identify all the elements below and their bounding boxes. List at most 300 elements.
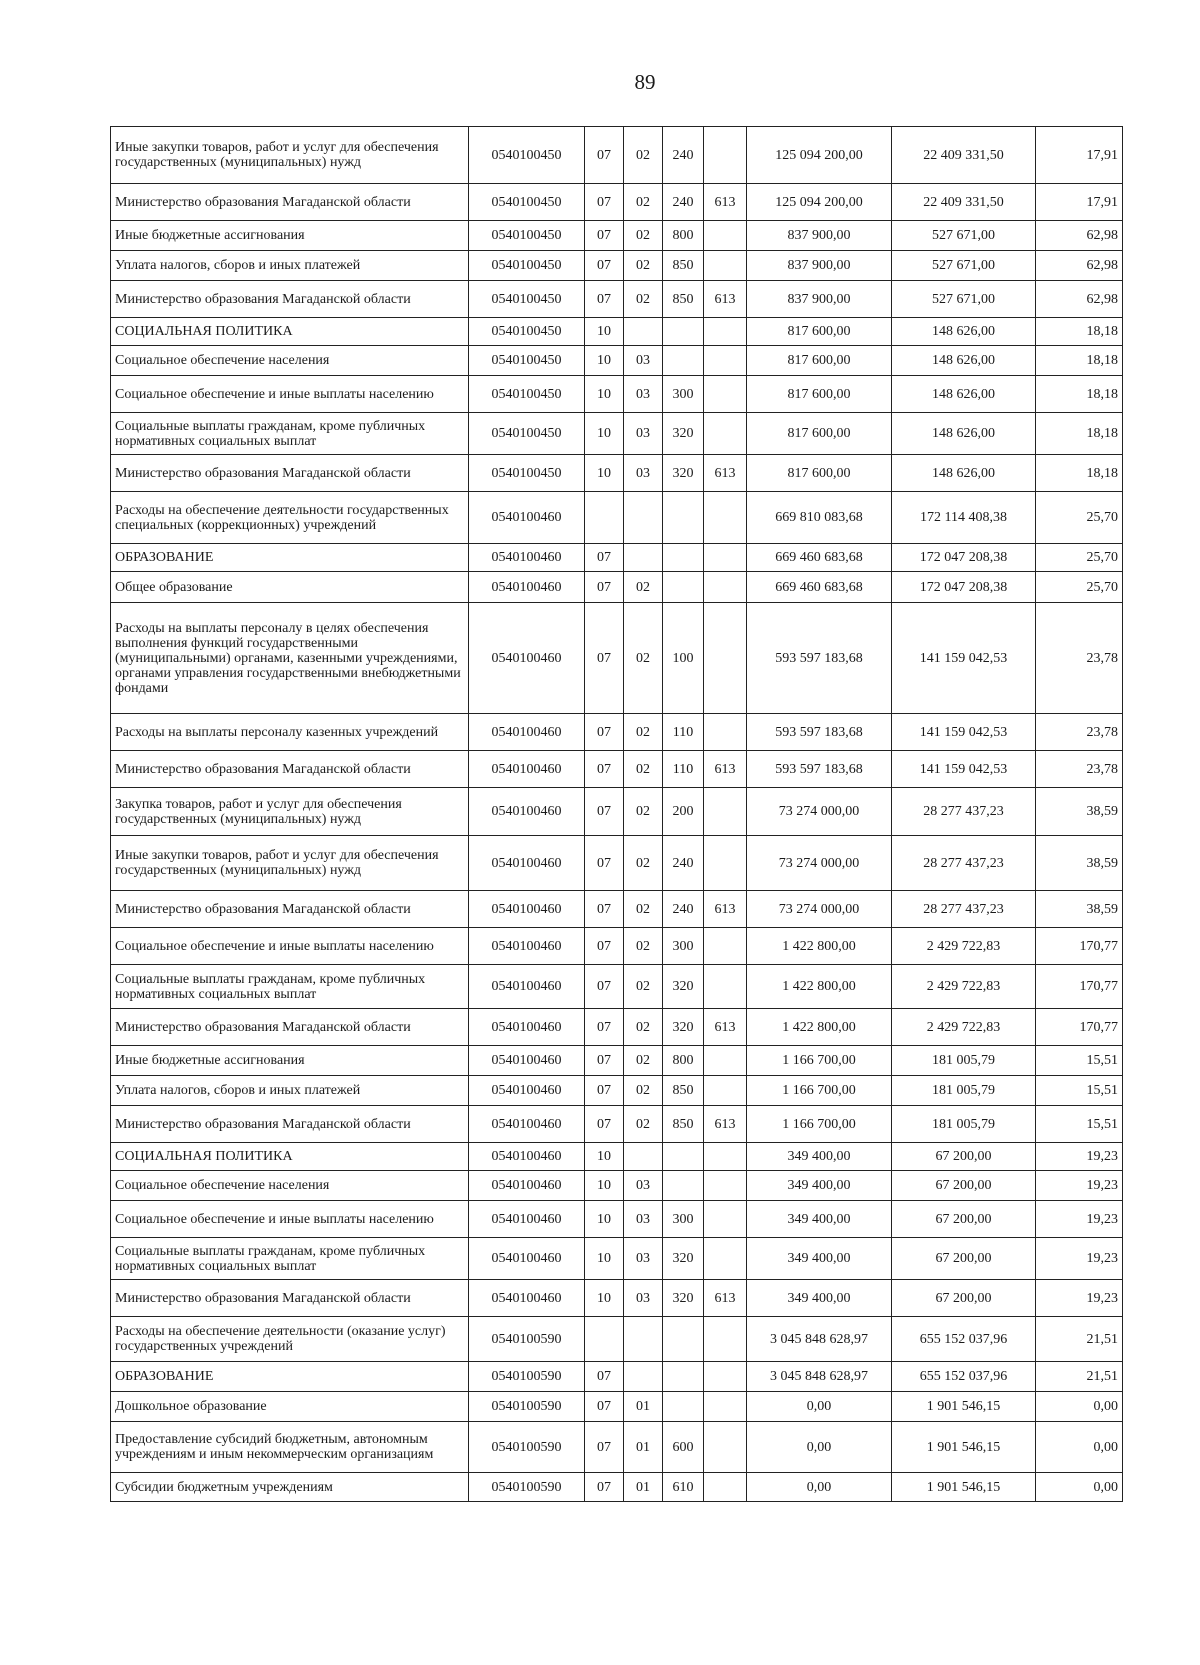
cell-expense-type: 320 — [663, 965, 704, 1009]
cell-section: 07 — [585, 714, 624, 751]
cell-execution-percent: 170,77 — [1036, 928, 1123, 965]
cell-planned-amount: 73 274 000,00 — [747, 788, 892, 836]
cell-section: 10 — [585, 376, 624, 413]
cell-subsection: 03 — [624, 346, 663, 376]
page-number: 89 — [634, 70, 656, 94]
cell-section: 07 — [585, 572, 624, 603]
cell-target-code: 0540100460 — [469, 492, 585, 544]
cell-section: 07 — [585, 1362, 624, 1392]
cell-expense-type: 240 — [663, 184, 704, 221]
table-row — [111, 544, 1123, 572]
cell-planned-amount: 1 166 700,00 — [747, 1106, 892, 1143]
cell-name: Субсидии бюджетным учреждениям — [111, 1473, 469, 1502]
cell-target-code: 0540100450 — [469, 251, 585, 281]
cell-name: Министерство образования Магаданской области — [111, 751, 469, 788]
cell-name: Иные закупки товаров, работ и услуг для обеспечения государственных (муниципальных) нужд — [111, 836, 469, 891]
cell-subsection: 02 — [624, 127, 663, 184]
cell-section: 10 — [585, 346, 624, 376]
cell-expense-type — [663, 492, 704, 544]
cell-executed-amount: 28 277 437,23 — [892, 788, 1036, 836]
cell-section: 10 — [585, 1280, 624, 1317]
cell-section: 07 — [585, 751, 624, 788]
cell-manager-code — [704, 1171, 747, 1201]
cell-execution-percent: 18,18 — [1036, 376, 1123, 413]
cell-manager-code — [704, 318, 747, 346]
cell-name: Министерство образования Магаданской области — [111, 1280, 469, 1317]
cell-planned-amount: 817 600,00 — [747, 455, 892, 492]
cell-execution-percent: 21,51 — [1036, 1317, 1123, 1362]
cell-planned-amount: 1 422 800,00 — [747, 1009, 892, 1046]
cell-subsection: 03 — [624, 1171, 663, 1201]
cell-subsection: 02 — [624, 572, 663, 603]
cell-execution-percent: 21,51 — [1036, 1362, 1123, 1392]
cell-executed-amount: 141 159 042,53 — [892, 714, 1036, 751]
table-row — [111, 965, 1123, 1009]
cell-expense-type — [663, 1171, 704, 1201]
cell-section: 07 — [585, 127, 624, 184]
cell-subsection: 02 — [624, 1046, 663, 1076]
cell-expense-type: 240 — [663, 836, 704, 891]
cell-expense-type: 850 — [663, 1106, 704, 1143]
cell-manager-code: 613 — [704, 751, 747, 788]
cell-subsection: 03 — [624, 1280, 663, 1317]
cell-section: 07 — [585, 891, 624, 928]
cell-section: 07 — [585, 1046, 624, 1076]
cell-execution-percent: 25,70 — [1036, 544, 1123, 572]
cell-name: Расходы на обеспечение деятельности государственных специальных (коррекционных) учреждений — [111, 492, 469, 544]
cell-execution-percent: 19,23 — [1036, 1201, 1123, 1238]
table-row — [111, 751, 1123, 788]
table-row — [111, 281, 1123, 318]
cell-executed-amount: 2 429 722,83 — [892, 965, 1036, 1009]
cell-executed-amount: 181 005,79 — [892, 1076, 1036, 1106]
cell-target-code: 0540100450 — [469, 221, 585, 251]
cell-section — [585, 1317, 624, 1362]
cell-executed-amount: 67 200,00 — [892, 1238, 1036, 1280]
cell-expense-type: 610 — [663, 1473, 704, 1502]
cell-expense-type: 800 — [663, 1046, 704, 1076]
cell-subsection: 02 — [624, 891, 663, 928]
table-row — [111, 1473, 1123, 1502]
cell-planned-amount: 817 600,00 — [747, 346, 892, 376]
cell-target-code: 0540100460 — [469, 1009, 585, 1046]
cell-execution-percent: 170,77 — [1036, 965, 1123, 1009]
cell-planned-amount: 73 274 000,00 — [747, 836, 892, 891]
cell-expense-type: 600 — [663, 1422, 704, 1473]
table-row — [111, 221, 1123, 251]
cell-subsection: 03 — [624, 1238, 663, 1280]
cell-name: Министерство образования Магаданской области — [111, 891, 469, 928]
cell-name: Социальное обеспечение и иные выплаты населению — [111, 928, 469, 965]
cell-target-code: 0540100460 — [469, 572, 585, 603]
cell-section: 07 — [585, 1422, 624, 1473]
cell-planned-amount: 349 400,00 — [747, 1280, 892, 1317]
table-row — [111, 127, 1123, 184]
cell-execution-percent: 0,00 — [1036, 1473, 1123, 1502]
cell-planned-amount: 3 045 848 628,97 — [747, 1362, 892, 1392]
cell-name: Закупка товаров, работ и услуг для обеспечения государственных (муниципальных) нужд — [111, 788, 469, 836]
cell-executed-amount: 148 626,00 — [892, 376, 1036, 413]
cell-expense-type — [663, 346, 704, 376]
cell-expense-type: 200 — [663, 788, 704, 836]
cell-planned-amount: 0,00 — [747, 1392, 892, 1422]
cell-executed-amount: 1 901 546,15 — [892, 1392, 1036, 1422]
cell-manager-code: 613 — [704, 1009, 747, 1046]
table-row — [111, 376, 1123, 413]
table-row — [111, 318, 1123, 346]
cell-execution-percent: 17,91 — [1036, 184, 1123, 221]
cell-planned-amount: 0,00 — [747, 1473, 892, 1502]
cell-planned-amount: 669 460 683,68 — [747, 544, 892, 572]
cell-section: 07 — [585, 603, 624, 714]
cell-planned-amount: 669 810 083,68 — [747, 492, 892, 544]
cell-expense-type — [663, 318, 704, 346]
cell-executed-amount: 172 114 408,38 — [892, 492, 1036, 544]
cell-execution-percent: 25,70 — [1036, 572, 1123, 603]
cell-manager-code — [704, 603, 747, 714]
cell-name: Иные закупки товаров, работ и услуг для обеспечения государственных (муниципальных) нужд — [111, 127, 469, 184]
cell-subsection: 03 — [624, 1201, 663, 1238]
cell-subsection: 02 — [624, 788, 663, 836]
cell-executed-amount: 2 429 722,83 — [892, 928, 1036, 965]
cell-manager-code — [704, 1076, 747, 1106]
cell-subsection: 02 — [624, 184, 663, 221]
cell-name: Министерство образования Магаданской области — [111, 1106, 469, 1143]
cell-execution-percent: 23,78 — [1036, 751, 1123, 788]
cell-section: 07 — [585, 1009, 624, 1046]
cell-section: 10 — [585, 1171, 624, 1201]
table-row — [111, 1143, 1123, 1171]
cell-name: Министерство образования Магаданской области — [111, 455, 469, 492]
cell-expense-type: 320 — [663, 1009, 704, 1046]
cell-manager-code — [704, 928, 747, 965]
cell-target-code: 0540100450 — [469, 346, 585, 376]
cell-section: 07 — [585, 928, 624, 965]
cell-subsection: 02 — [624, 251, 663, 281]
cell-target-code: 0540100450 — [469, 281, 585, 318]
cell-section: 07 — [585, 1076, 624, 1106]
cell-manager-code — [704, 251, 747, 281]
cell-expense-type: 850 — [663, 251, 704, 281]
cell-executed-amount: 2 429 722,83 — [892, 1009, 1036, 1046]
cell-subsection: 02 — [624, 221, 663, 251]
cell-expense-type: 110 — [663, 751, 704, 788]
cell-executed-amount: 148 626,00 — [892, 318, 1036, 346]
cell-subsection: 02 — [624, 603, 663, 714]
cell-executed-amount: 148 626,00 — [892, 413, 1036, 455]
cell-target-code: 0540100460 — [469, 1106, 585, 1143]
cell-subsection: 03 — [624, 455, 663, 492]
cell-execution-percent: 18,18 — [1036, 413, 1123, 455]
cell-subsection: 02 — [624, 928, 663, 965]
table-row — [111, 1106, 1123, 1143]
cell-manager-code — [704, 572, 747, 603]
cell-manager-code — [704, 965, 747, 1009]
cell-target-code: 0540100460 — [469, 603, 585, 714]
table-row — [111, 1046, 1123, 1076]
table-row — [111, 572, 1123, 603]
table-row — [111, 492, 1123, 544]
cell-target-code: 0540100460 — [469, 1201, 585, 1238]
cell-name: Расходы на выплаты персоналу казенных учреждений — [111, 714, 469, 751]
cell-subsection — [624, 318, 663, 346]
table-row — [111, 455, 1123, 492]
table-body — [111, 127, 1123, 1502]
cell-manager-code: 613 — [704, 455, 747, 492]
cell-planned-amount: 669 460 683,68 — [747, 572, 892, 603]
cell-manager-code — [704, 836, 747, 891]
cell-section: 07 — [585, 281, 624, 318]
cell-expense-type: 320 — [663, 413, 704, 455]
cell-execution-percent: 23,78 — [1036, 714, 1123, 751]
cell-execution-percent: 19,23 — [1036, 1143, 1123, 1171]
cell-executed-amount: 141 159 042,53 — [892, 603, 1036, 714]
cell-executed-amount: 172 047 208,38 — [892, 572, 1036, 603]
table-row — [111, 413, 1123, 455]
cell-name: Общее образование — [111, 572, 469, 603]
cell-manager-code: 613 — [704, 1280, 747, 1317]
cell-subsection — [624, 492, 663, 544]
cell-section: 07 — [585, 184, 624, 221]
cell-subsection — [624, 544, 663, 572]
cell-expense-type: 850 — [663, 1076, 704, 1106]
cell-execution-percent: 0,00 — [1036, 1422, 1123, 1473]
cell-expense-type — [663, 544, 704, 572]
cell-manager-code: 613 — [704, 184, 747, 221]
cell-expense-type: 320 — [663, 455, 704, 492]
cell-target-code: 0540100460 — [469, 1171, 585, 1201]
cell-target-code: 0540100590 — [469, 1422, 585, 1473]
cell-executed-amount: 22 409 331,50 — [892, 127, 1036, 184]
cell-target-code: 0540100590 — [469, 1362, 585, 1392]
cell-section: 07 — [585, 1473, 624, 1502]
cell-target-code: 0540100460 — [469, 891, 585, 928]
cell-execution-percent: 0,00 — [1036, 1392, 1123, 1422]
cell-section: 10 — [585, 318, 624, 346]
cell-manager-code: 613 — [704, 1106, 747, 1143]
cell-name: Расходы на обеспечение деятельности (оказание услуг) государственных учреждений — [111, 1317, 469, 1362]
cell-planned-amount: 1 166 700,00 — [747, 1076, 892, 1106]
cell-name: Расходы на выплаты персоналу в целях обеспечения выполнения функций государственными (муниципальными) органами, казенными учреждениями, органами управления государственными внебюджетными фондами — [111, 603, 469, 714]
cell-executed-amount: 181 005,79 — [892, 1046, 1036, 1076]
cell-expense-type: 300 — [663, 928, 704, 965]
cell-name: Социальное обеспечение населения — [111, 1171, 469, 1201]
cell-manager-code — [704, 544, 747, 572]
cell-target-code: 0540100590 — [469, 1317, 585, 1362]
table-row — [111, 184, 1123, 221]
cell-execution-percent: 19,23 — [1036, 1238, 1123, 1280]
cell-executed-amount: 172 047 208,38 — [892, 544, 1036, 572]
cell-target-code: 0540100460 — [469, 965, 585, 1009]
cell-section: 07 — [585, 965, 624, 1009]
cell-manager-code: 613 — [704, 891, 747, 928]
cell-section: 07 — [585, 221, 624, 251]
table-row — [111, 891, 1123, 928]
cell-execution-percent: 15,51 — [1036, 1106, 1123, 1143]
cell-manager-code — [704, 1143, 747, 1171]
cell-subsection — [624, 1143, 663, 1171]
cell-planned-amount: 817 600,00 — [747, 376, 892, 413]
cell-subsection: 02 — [624, 1009, 663, 1046]
cell-execution-percent: 18,18 — [1036, 455, 1123, 492]
table-row — [111, 1171, 1123, 1201]
cell-executed-amount: 181 005,79 — [892, 1106, 1036, 1143]
cell-name: Уплата налогов, сборов и иных платежей — [111, 1076, 469, 1106]
table-row — [111, 1238, 1123, 1280]
cell-executed-amount: 141 159 042,53 — [892, 751, 1036, 788]
cell-executed-amount: 1 901 546,15 — [892, 1422, 1036, 1473]
cell-manager-code — [704, 788, 747, 836]
cell-target-code: 0540100450 — [469, 376, 585, 413]
cell-execution-percent: 19,23 — [1036, 1171, 1123, 1201]
cell-subsection — [624, 1317, 663, 1362]
cell-subsection: 02 — [624, 751, 663, 788]
cell-manager-code — [704, 1422, 747, 1473]
table-row — [111, 346, 1123, 376]
cell-section: 07 — [585, 1392, 624, 1422]
cell-expense-type — [663, 572, 704, 603]
cell-name: Министерство образования Магаданской области — [111, 281, 469, 318]
cell-subsection — [624, 1362, 663, 1392]
cell-manager-code — [704, 1473, 747, 1502]
cell-target-code: 0540100460 — [469, 1046, 585, 1076]
cell-section: 07 — [585, 251, 624, 281]
cell-subsection: 03 — [624, 413, 663, 455]
cell-manager-code: 613 — [704, 281, 747, 318]
cell-executed-amount: 148 626,00 — [892, 346, 1036, 376]
table-row — [111, 1362, 1123, 1392]
cell-target-code: 0540100450 — [469, 184, 585, 221]
table-row — [111, 1317, 1123, 1362]
cell-name: Иные бюджетные ассигнования — [111, 1046, 469, 1076]
cell-target-code: 0540100450 — [469, 455, 585, 492]
cell-section: 10 — [585, 1238, 624, 1280]
cell-planned-amount: 593 597 183,68 — [747, 714, 892, 751]
cell-section: 07 — [585, 788, 624, 836]
cell-execution-percent: 23,78 — [1036, 603, 1123, 714]
cell-section: 10 — [585, 1201, 624, 1238]
table-row — [111, 251, 1123, 281]
cell-execution-percent: 170,77 — [1036, 1009, 1123, 1046]
cell-planned-amount: 837 900,00 — [747, 221, 892, 251]
cell-name: Социальные выплаты гражданам, кроме публичных нормативных социальных выплат — [111, 965, 469, 1009]
cell-execution-percent: 15,51 — [1036, 1076, 1123, 1106]
cell-planned-amount: 1 422 800,00 — [747, 965, 892, 1009]
cell-manager-code — [704, 1201, 747, 1238]
cell-planned-amount: 1 422 800,00 — [747, 928, 892, 965]
cell-executed-amount: 655 152 037,96 — [892, 1362, 1036, 1392]
cell-target-code: 0540100460 — [469, 836, 585, 891]
cell-planned-amount: 817 600,00 — [747, 413, 892, 455]
cell-name: Министерство образования Магаданской области — [111, 184, 469, 221]
table-row — [111, 714, 1123, 751]
cell-planned-amount: 837 900,00 — [747, 281, 892, 318]
cell-expense-type: 100 — [663, 603, 704, 714]
cell-subsection: 02 — [624, 836, 663, 891]
cell-subsection: 02 — [624, 714, 663, 751]
cell-subsection: 01 — [624, 1392, 663, 1422]
cell-expense-type — [663, 1392, 704, 1422]
cell-name: Иные бюджетные ассигнования — [111, 221, 469, 251]
cell-planned-amount: 837 900,00 — [747, 251, 892, 281]
cell-execution-percent: 17,91 — [1036, 127, 1123, 184]
cell-planned-amount: 349 400,00 — [747, 1171, 892, 1201]
cell-expense-type: 320 — [663, 1238, 704, 1280]
cell-expense-type: 320 — [663, 1280, 704, 1317]
cell-execution-percent: 62,98 — [1036, 281, 1123, 318]
cell-executed-amount: 28 277 437,23 — [892, 891, 1036, 928]
cell-manager-code — [704, 714, 747, 751]
cell-target-code: 0540100460 — [469, 714, 585, 751]
cell-executed-amount: 527 671,00 — [892, 281, 1036, 318]
cell-name: Социальное обеспечение населения — [111, 346, 469, 376]
cell-planned-amount: 817 600,00 — [747, 318, 892, 346]
cell-execution-percent: 38,59 — [1036, 891, 1123, 928]
cell-execution-percent: 38,59 — [1036, 836, 1123, 891]
cell-execution-percent: 62,98 — [1036, 221, 1123, 251]
cell-manager-code — [704, 1317, 747, 1362]
cell-expense-type: 850 — [663, 281, 704, 318]
cell-planned-amount: 349 400,00 — [747, 1201, 892, 1238]
cell-section: 10 — [585, 1143, 624, 1171]
budget-table — [110, 126, 1123, 1502]
cell-name: Социальные выплаты гражданам, кроме публичных нормативных социальных выплат — [111, 1238, 469, 1280]
cell-expense-type: 240 — [663, 891, 704, 928]
cell-name: ОБРАЗОВАНИЕ — [111, 1362, 469, 1392]
cell-section: 10 — [585, 413, 624, 455]
cell-target-code: 0540100590 — [469, 1473, 585, 1502]
cell-planned-amount: 349 400,00 — [747, 1238, 892, 1280]
cell-subsection: 02 — [624, 965, 663, 1009]
cell-target-code: 0540100460 — [469, 928, 585, 965]
cell-planned-amount: 593 597 183,68 — [747, 751, 892, 788]
cell-target-code: 0540100460 — [469, 1076, 585, 1106]
table-row — [111, 1280, 1123, 1317]
cell-section: 07 — [585, 836, 624, 891]
cell-expense-type: 800 — [663, 221, 704, 251]
cell-expense-type: 240 — [663, 127, 704, 184]
cell-execution-percent: 62,98 — [1036, 251, 1123, 281]
cell-executed-amount: 527 671,00 — [892, 221, 1036, 251]
table-row — [111, 928, 1123, 965]
cell-manager-code — [704, 1392, 747, 1422]
cell-executed-amount: 67 200,00 — [892, 1171, 1036, 1201]
cell-executed-amount: 28 277 437,23 — [892, 836, 1036, 891]
cell-executed-amount: 67 200,00 — [892, 1280, 1036, 1317]
cell-section: 10 — [585, 455, 624, 492]
cell-executed-amount: 67 200,00 — [892, 1143, 1036, 1171]
cell-manager-code — [704, 346, 747, 376]
cell-manager-code — [704, 1238, 747, 1280]
cell-execution-percent: 18,18 — [1036, 346, 1123, 376]
cell-execution-percent: 15,51 — [1036, 1046, 1123, 1076]
cell-name: СОЦИАЛЬНАЯ ПОЛИТИКА — [111, 1143, 469, 1171]
cell-planned-amount: 125 094 200,00 — [747, 184, 892, 221]
table-row — [111, 1422, 1123, 1473]
cell-name: ОБРАЗОВАНИЕ — [111, 544, 469, 572]
cell-name: Социальное обеспечение и иные выплаты населению — [111, 376, 469, 413]
table-row — [111, 1392, 1123, 1422]
cell-manager-code — [704, 376, 747, 413]
cell-executed-amount: 148 626,00 — [892, 455, 1036, 492]
cell-manager-code — [704, 221, 747, 251]
cell-subsection: 02 — [624, 1076, 663, 1106]
cell-expense-type: 110 — [663, 714, 704, 751]
cell-subsection: 01 — [624, 1473, 663, 1502]
cell-execution-percent: 19,23 — [1036, 1280, 1123, 1317]
cell-name: Социальные выплаты гражданам, кроме публичных нормативных социальных выплат — [111, 413, 469, 455]
cell-planned-amount: 125 094 200,00 — [747, 127, 892, 184]
